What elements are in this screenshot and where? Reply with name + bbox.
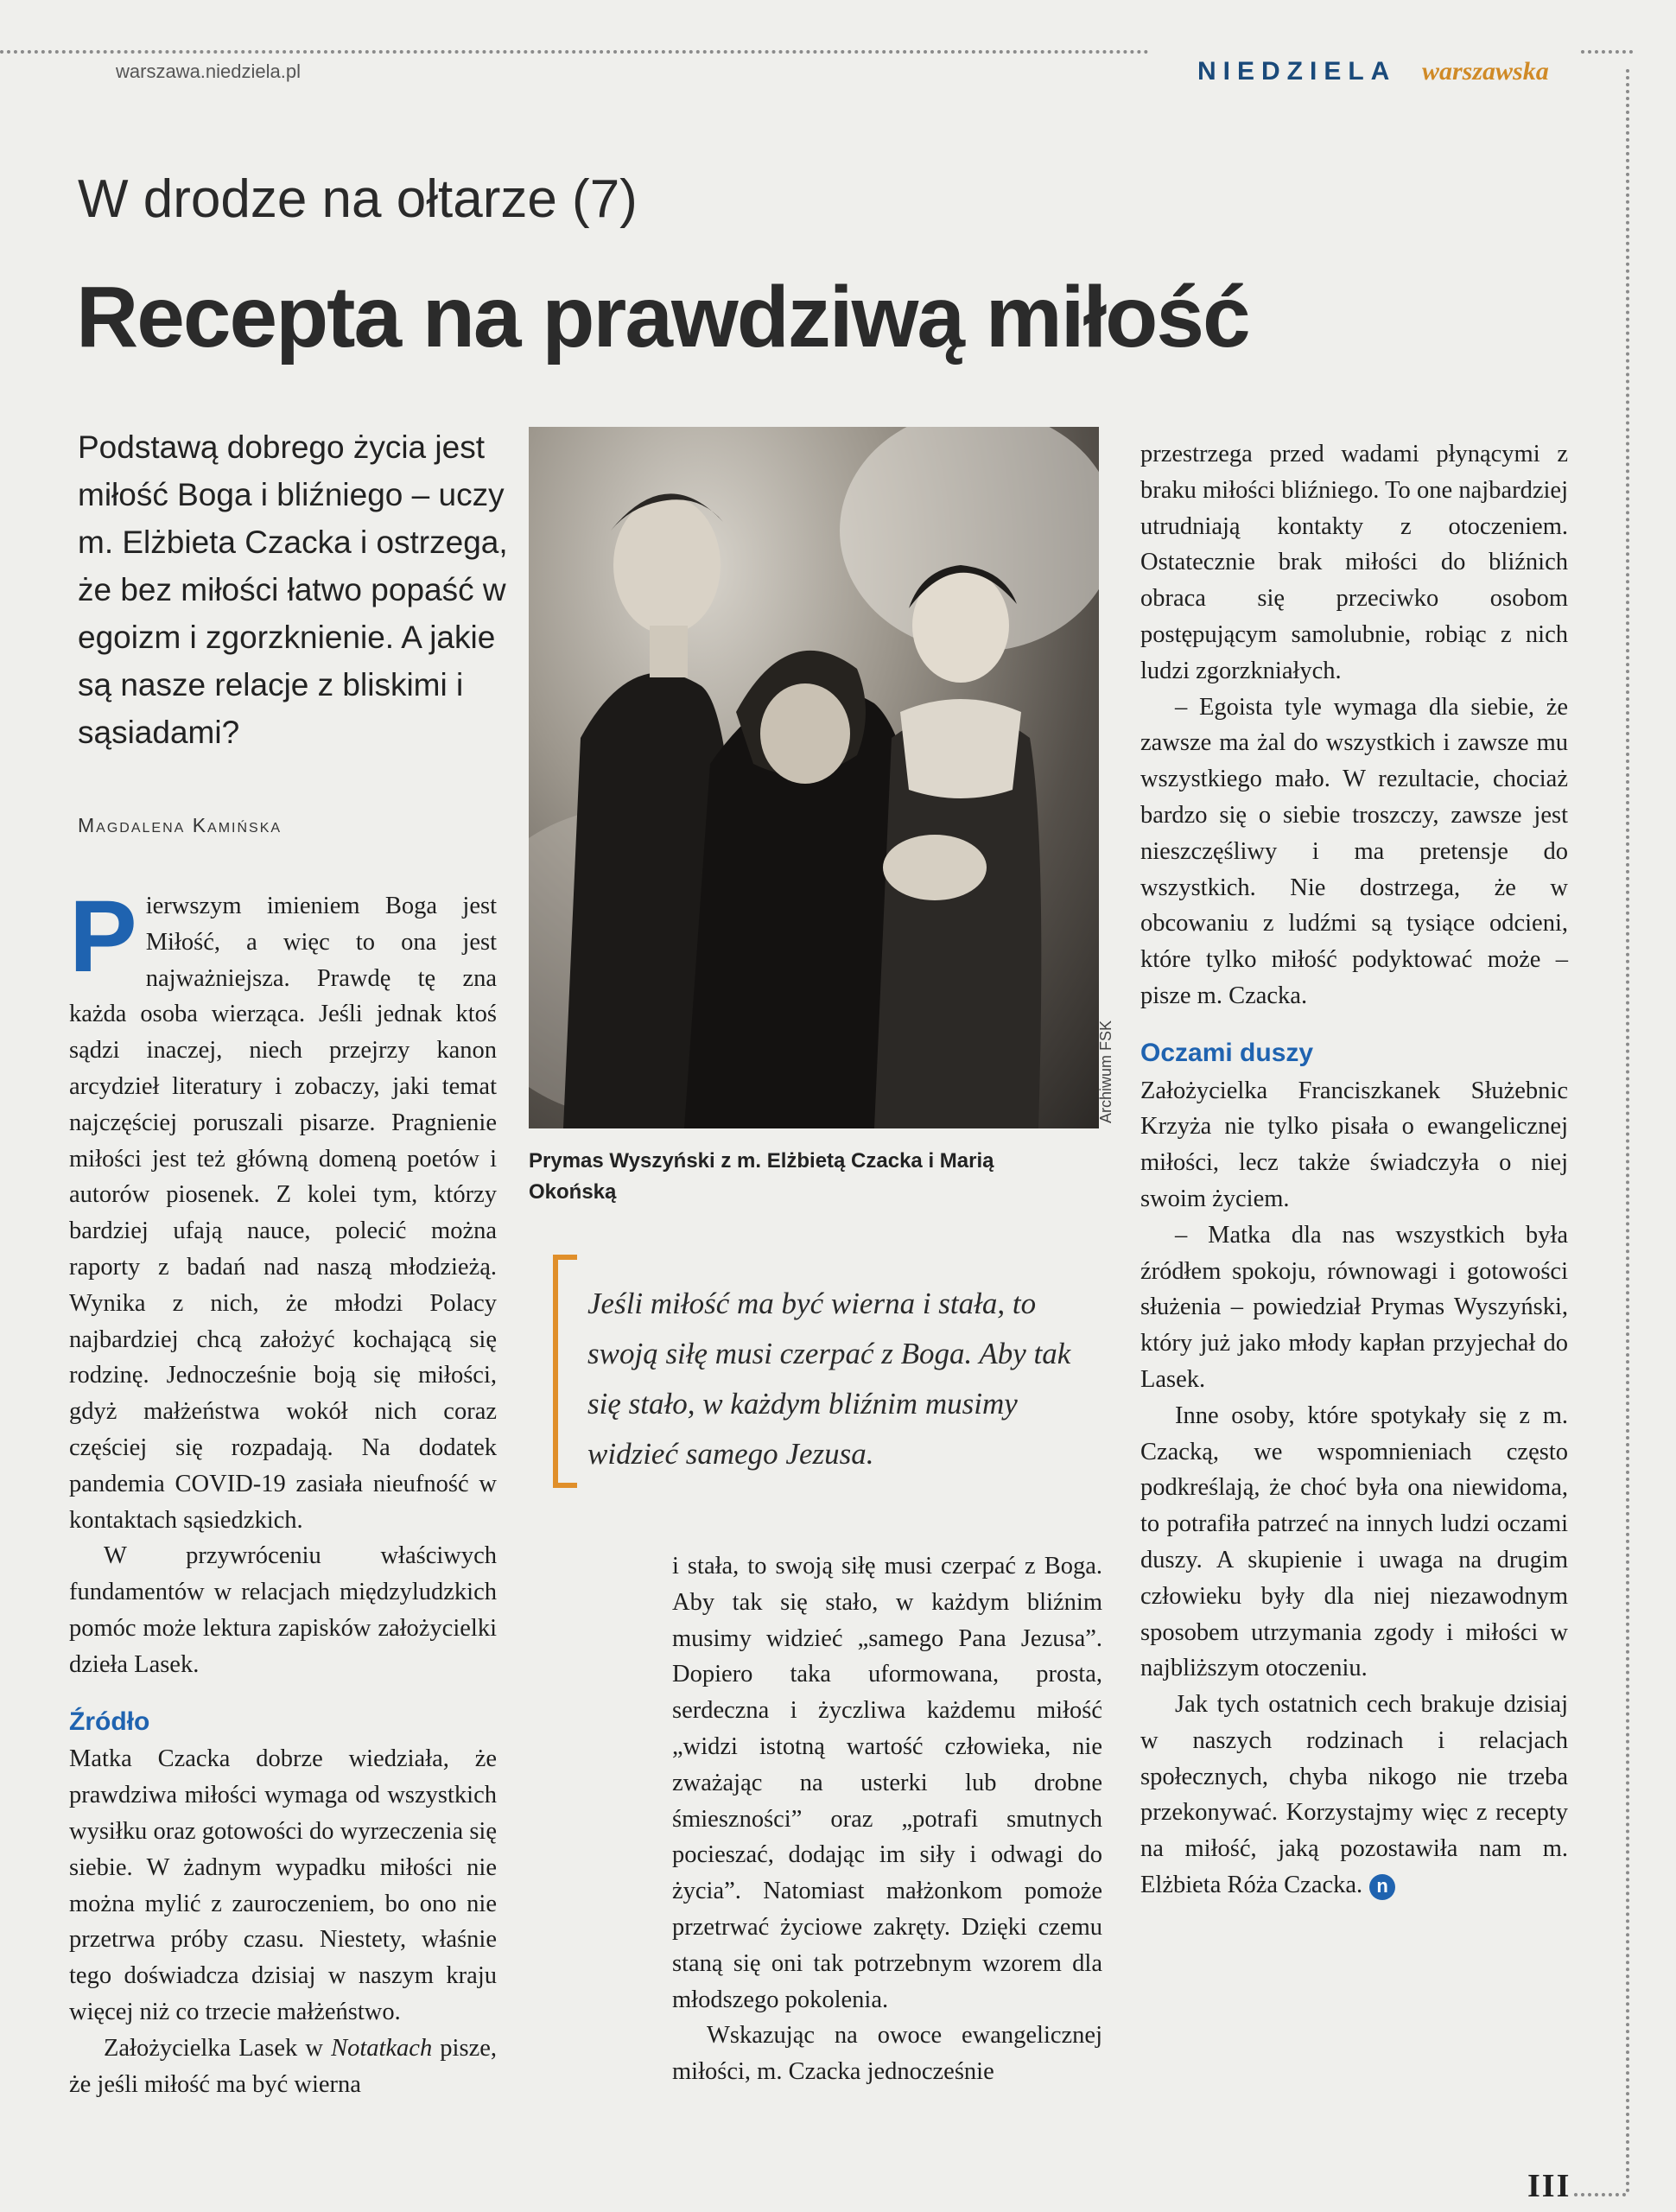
paragraph: – Matka dla nas wszystkich była źródłem spokoju, równowagi i gotowości służenia – powiedział Prymas Wyszyński, który już jako młody kapłan przyjechał do Lasek. (1140, 1221, 1568, 1393)
paragraph: Inne osoby, które spotykały się z m. Czacką, we wspomnieniach często podkreślają, że choć była ona niewidoma, to potrafiła patrzeć na innych ludzi oczami duszy. A skupienie i uwaga na drugim człowieku były dla niej niezawodnym sposobem utrzymania zgody i miłości w najbliższym otoczeniu. (1140, 1402, 1568, 1682)
paragraph: przestrzega przed wadami płynącymi z braku miłości bliźniego. To one najbardziej utrudniają kontakty z otoczeniem. Ostatecznie brak miłości do bliźnich obraca się przeciwko osobom postępującym samolubnie, robiąc z nich ludzi zgorzkniałych. (1140, 441, 1568, 684)
paragraph: Jak tych ostatnich cech brakuje dzisiaj w naszych rodzinach i relacjach społecznych, chyba nikogo nie trzeba przekonywać. Korzystajmy więc z recepty na miłość, jaką pozostawiła nam m. Elżbieta Róża Czacka. n (1140, 1691, 1568, 1899)
drop-cap: P (69, 880, 137, 994)
text-column-1 (69, 880, 497, 2102)
article-headline: Recepta na prawdziwą miłość (76, 269, 1249, 365)
subhead-oczami-duszy: Oczami duszy (1140, 1038, 1314, 1067)
masthead: NIEDZIELA (1197, 57, 1397, 86)
masthead-edition: warszawska (1422, 57, 1549, 86)
paragraph: Matka Czacka dobrze wiedziała, że prawdziwa miłości wymaga od wszystkich wysiłku oraz gotowości do wyrzeczenia się siebie. W żadnym wypadku miłości nie można mylić z zauroczeniem, bo ono nie przetrwa próby czasu. Niestety, właśnie tego doświadcza dzisiaj w naszym kraju więcej niż co trzecie małżeństwo. (69, 1745, 497, 2025)
pull-quote-bracket (553, 1255, 577, 1488)
header-dotted-rule-right (1581, 50, 1633, 54)
photo-figures-illustration (529, 427, 1099, 1128)
pull-quote: Jeśli miłość ma być wierna i stała, to swoją siłę musi czerpać z Boga. Aby tak się stało, w każdym bliźnim musimy widzieć samego Jezusa. (587, 1287, 1071, 1471)
subhead-zrodlo: Źródło (69, 1707, 150, 1736)
paragraph: Pierwszym imieniem Boga jest Miłość, a więc to ona jest najważniejsza. Prawdę tę zna każda osoba wierząca. Jeśli jednak ktoś sądzi inaczej, niech przejrzy kanon arcydzieł literatury i zobaczy, jaki temat najczęściej poruszali pisarze. Pragnienie miłości jest też główną domeną poetów i autorów piosenek. Z kolei tym, którzy bardziej ufają nauce, polecić można raporty z badań nad naszą młodzieżą. Wynika z nich, że młodzi Polacy najbardziej chcą założyć kochającą się rodzinę. Jednocześnie boją się miłości, gdyż małżeństwa wokół nich coraz częściej się rozpadają. Na dodatek pandemia COVID-19 zasiała nieufność w kontaktach sąsiedzkich. (69, 880, 497, 1534)
byline: Magdalena Kamińska (78, 814, 283, 836)
article-kicker: W drodze na ołtarze (7) (78, 169, 638, 229)
paragraph: W przywróceniu właściwych fundamentów w relacjach międzyludzkich pomóc może lektura zapisków założycielki dzieła Lasek. (69, 1542, 497, 1678)
end-mark-icon: n (1369, 1874, 1395, 1900)
article-lead: Podstawą dobrego życia jest miłość Boga i bliźniego – uczy m. Elżbieta Czacka i ostrzega, że bez miłości łatwo popaść w egoizm i zgorzknienie. A jakie są nasze relacje z bliskimi i sąsiadami? (78, 429, 508, 750)
text-column-3 (1140, 436, 1568, 1904)
article-photo (529, 427, 1099, 1128)
header-dotted-rule (0, 50, 1149, 54)
text-column-2 (672, 1548, 1102, 2090)
page-number: III (1527, 2168, 1571, 2204)
photo-credit: Archiwum FSK (1097, 1020, 1114, 1123)
paragraph: Założycielka Lasek w Notatkach pisze, że jeśli miłość ma być wierna (69, 2034, 497, 2098)
paragraph: Założycielka Franciszkanek Służebnic Krzyża nie tylko pisała o ewangelicznej miłości, lecz także świadczyła o niej swoim życiem. (1140, 1077, 1568, 1212)
right-dotted-rule (1626, 69, 1629, 2195)
site-url: warszawa.niedziela.pl (104, 60, 313, 83)
paragraph: Wskazując na owoce ewangelicznej miłości, m. Czacka jednocześnie (672, 2022, 1102, 2086)
paragraph: – Egoista tyle wymaga dla siebie, że zawsze ma żal do wszystkich i zawsze mu wszystkiego mało. W rezultacie, chociaż bardzo się o siebie troszczy, zawsze jest nieszczęśliwy i ma pretensje do wszystkich. Nie dostrzega, że w obcowaniu z ludźmi są tysiące odcieni, które tylko miłość podyktować może – pisze m. Czacka. (1140, 693, 1568, 1009)
footer-dotted-rule (1574, 2193, 1626, 2196)
paragraph: i stała, to swoją siłę musi czerpać z Boga. Aby tak się stało, w każdym bliźnim musimy widzieć „samego Pana Jezusa”. Dopiero taka uformowana, prosta, serdeczna i życzliwa każdemu miłość „widzi istotną wartość człowieka, nie zważając na usterki lub drobne śmieszności” oraz „potrafi smutnych pocieszać, dodając im siły i odwagi do życia”. Natomiast małżonkom pomoże przetrwać życiowe zakręty. Dzięki czemu staną się oni tak potrzebnym wzorem dla młodszego pokolenia. (672, 1553, 1102, 2013)
photo-caption: Prymas Wyszyński z m. Elżbietą Czacka i Marią Okońską (529, 1149, 994, 1204)
